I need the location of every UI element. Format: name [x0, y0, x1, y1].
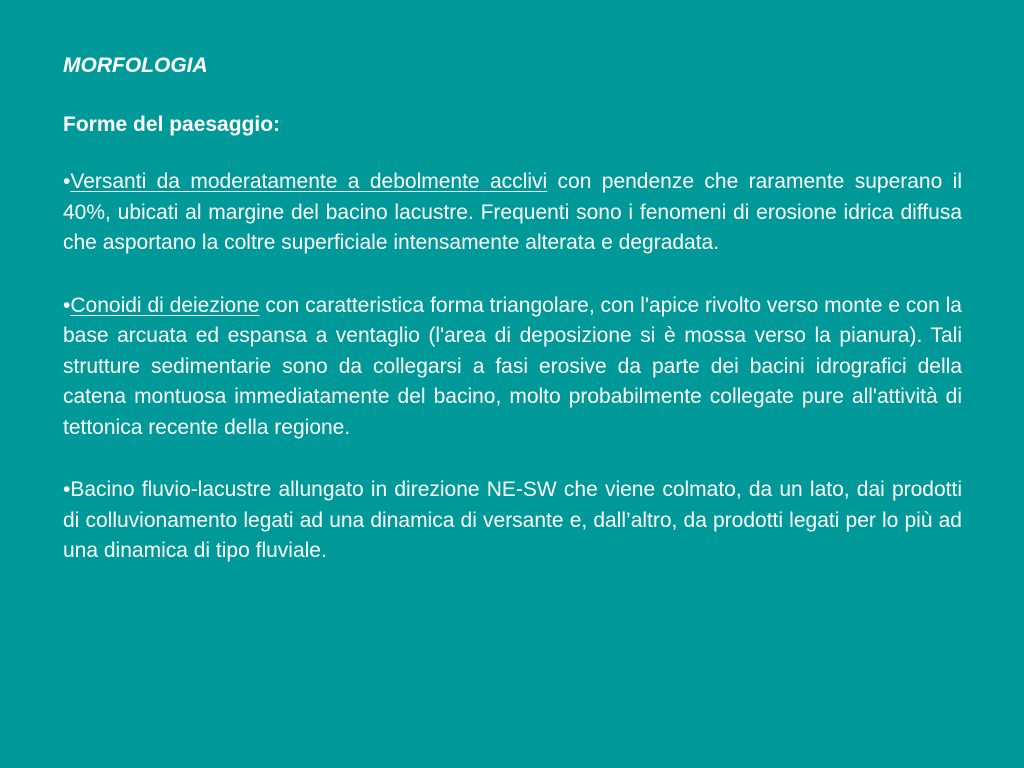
bullet: • [63, 478, 71, 501]
paragraph-bacino [63, 475, 962, 567]
slide-title: MORFOLOGIA [63, 54, 208, 77]
bullet: • [63, 293, 71, 317]
paragraph-text: con caratteristica forma triangolare, con l'apice rivolto verso monte e con la base arcuata ed espansa a ventaglio (l'area di deposizione si è mossa verso la pianura). Tali strutture sedimentarie sono da collegarsi a fasi erosive da parte dei bacini idrografici della catena montuosa immediatamente del bacino, molto probabilmente collegate pure all'attività di tettonica recente della regione. [63, 293, 962, 439]
paragraph-conoidi [63, 291, 962, 444]
emphasis-conoidi: Conoidi di deiezione [70, 293, 260, 317]
slide-content [63, 50, 962, 567]
bullet: • [63, 170, 71, 193]
paragraph-text: Bacino fluvio-lacustre allungato in direzione NE-SW che viene colmato, da un lato, dai prodotti di colluvionamento legati ad una dinamica di versante e, dall’altro, da prodotti legati per lo più ad una dinamica di tipo fluviale. [63, 478, 962, 562]
slide-subtitle: Forme del paesaggio: [63, 113, 281, 136]
paragraph-versanti [63, 167, 962, 259]
paragraph-text: con pendenze che raramente superano il 40%, ubicati al margine del bacino lacustre. Frequenti sono i fenomeni di erosione idrica diffusa che asportano la coltre superficiale intensamente alterata e degradata. [63, 170, 962, 254]
emphasis-versanti: Versanti da moderatamente a debolmente acclivi [70, 170, 548, 193]
